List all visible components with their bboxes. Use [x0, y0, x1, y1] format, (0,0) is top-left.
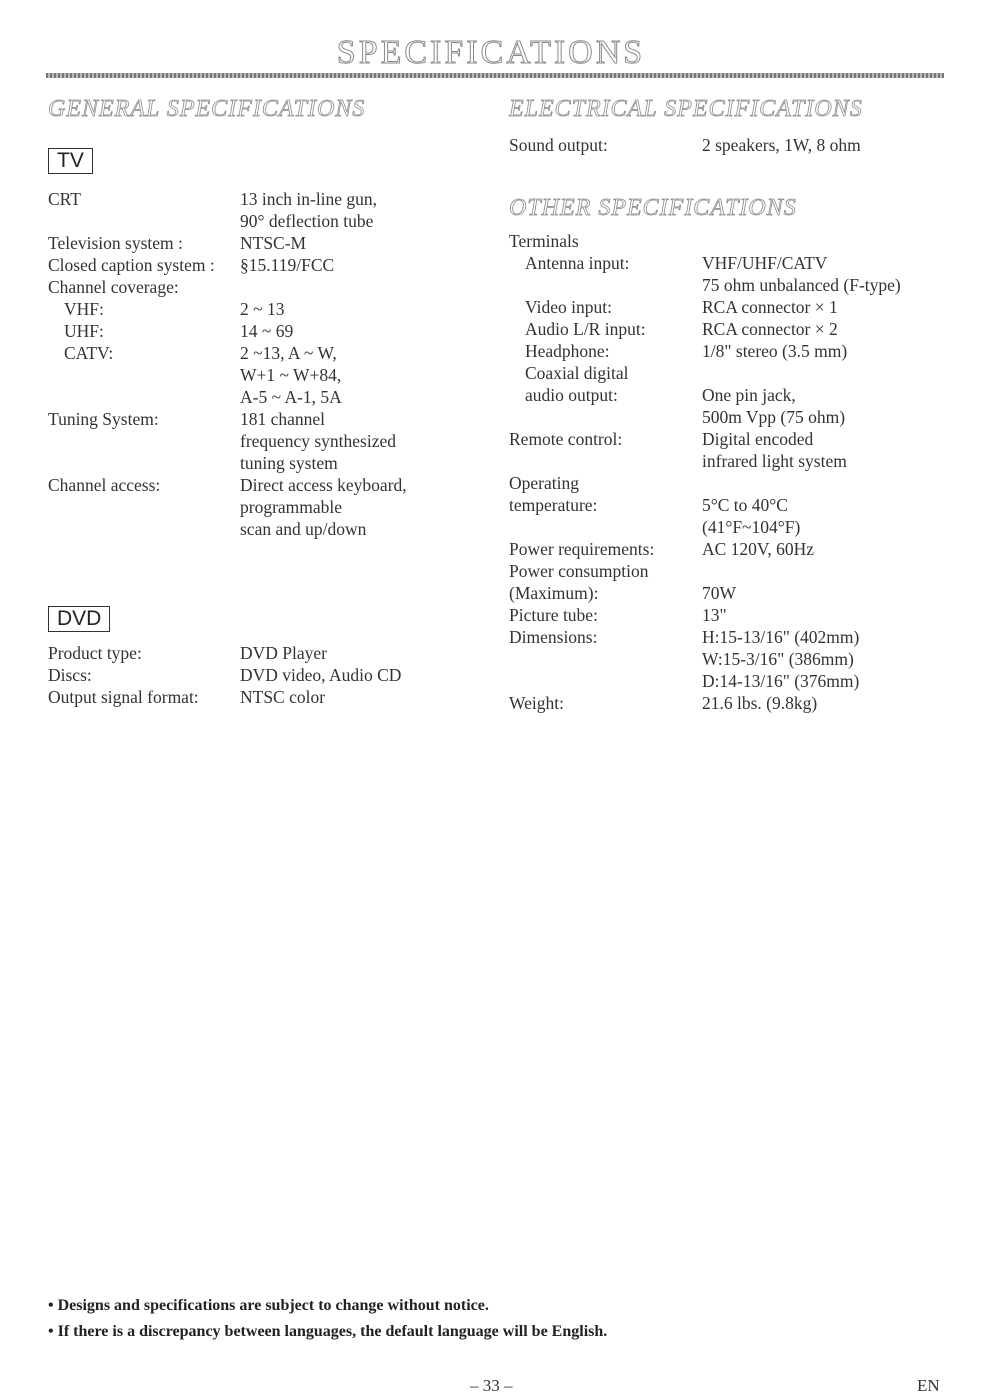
spec-label: Coaxial digital: [525, 363, 629, 383]
spec-label: (Maximum):: [509, 583, 599, 603]
spec-value: DVD video, Audio CD: [240, 665, 402, 685]
spec-label: Discs:: [48, 665, 92, 685]
spec-value: H:15-13/16" (402mm): [702, 627, 860, 647]
spec-label: Channel access:: [48, 475, 161, 495]
spec-label: Television system :: [48, 233, 183, 253]
spec-value: 2 ~13, A ~ W,: [240, 343, 337, 363]
spec-value: DVD Player: [240, 643, 327, 663]
general-specs-heading: GENERAL SPECIFICATIONS: [48, 96, 366, 122]
spec-value: infrared light system: [702, 451, 847, 471]
electrical-specs-heading: ELECTRICAL SPECIFICATIONS: [509, 96, 863, 122]
spec-value: 2 ~ 13: [240, 299, 285, 319]
spec-value: 90° deflection tube: [240, 211, 374, 231]
spec-label: Closed caption system :: [48, 255, 215, 275]
spec-label: Output signal format:: [48, 687, 199, 707]
spec-label: Picture tube:: [509, 605, 598, 625]
spec-value: 70W: [702, 583, 737, 603]
spec-value: RCA connector × 2: [702, 319, 838, 339]
spec-value: NTSC-M: [240, 233, 307, 253]
spec-value: frequency synthesized: [240, 431, 396, 451]
spec-label: VHF:: [64, 299, 104, 319]
page-number: – 33 –: [470, 1376, 513, 1395]
spec-label: temperature:: [509, 495, 598, 515]
spec-label: CATV:: [64, 343, 114, 363]
spec-label: Remote control:: [509, 429, 623, 449]
spec-value: 181 channel: [240, 409, 326, 429]
spec-label: Terminals: [509, 231, 579, 251]
title-rule: [46, 73, 944, 78]
spec-label: Power consumption: [509, 561, 649, 581]
spec-value: scan and up/down: [240, 519, 367, 539]
language-code: EN: [917, 1376, 940, 1395]
spec-label: Tuning System:: [48, 409, 159, 429]
spec-value: 5°C to 40°C: [702, 495, 788, 515]
spec-label: Headphone:: [525, 341, 610, 361]
spec-value: 1/8" stereo (3.5 mm): [702, 341, 848, 361]
spec-label: Weight:: [509, 693, 564, 713]
spec-value: tuning system: [240, 453, 338, 473]
spec-value: One pin jack,: [702, 385, 796, 405]
spec-value: 21.6 lbs. (9.8kg): [702, 693, 818, 713]
spec-value: Digital encoded: [702, 429, 814, 449]
page-title: SPECIFICATIONS: [336, 34, 646, 71]
spec-value: W+1 ~ W+84,: [240, 365, 342, 385]
spec-value: §15.119/FCC: [240, 255, 335, 275]
spec-label: Operating: [509, 473, 579, 493]
spec-label: Sound output:: [509, 135, 608, 155]
spec-label: CRT: [48, 189, 81, 209]
spec-value: VHF/UHF/CATV: [702, 253, 828, 273]
spec-value: (41°F~104°F): [702, 517, 801, 537]
spec-label: UHF:: [64, 321, 104, 341]
spec-value: 14 ~ 69: [240, 321, 294, 341]
spec-value: A-5 ~ A-1, 5A: [240, 387, 342, 407]
spec-value: 13 inch in-line gun,: [240, 189, 378, 209]
spec-label: Video input:: [525, 297, 612, 317]
spec-value: 13": [702, 605, 727, 625]
dvd-label: DVD: [48, 606, 110, 632]
spec-value: 75 ohm unbalanced (F-type): [702, 275, 901, 295]
note-language: • If there is a discrepancy between languages, the default language will be English.: [48, 1323, 608, 1340]
spec-value: NTSC color: [240, 687, 326, 707]
spec-value: W:15-3/16" (386mm): [702, 649, 854, 669]
spec-value: Direct access keyboard,: [240, 475, 407, 495]
spec-value: programmable: [240, 497, 343, 517]
spec-label: Dimensions:: [509, 627, 598, 647]
spec-label: Channel coverage:: [48, 277, 179, 297]
spec-label: Power requirements:: [509, 539, 655, 559]
spec-label: Audio L/R input:: [525, 319, 646, 339]
spec-value: 2 speakers, 1W, 8 ohm: [702, 135, 861, 155]
spec-label: audio output:: [525, 385, 618, 405]
spec-value: RCA connector × 1: [702, 297, 838, 317]
other-specs-heading: OTHER SPECIFICATIONS: [509, 195, 797, 221]
spec-value: D:14-13/16" (376mm): [702, 671, 860, 691]
note-designs: • Designs and specifications are subject to change without notice.: [48, 1297, 489, 1314]
spec-label: Product type:: [48, 643, 142, 663]
spec-label: Antenna input:: [525, 253, 630, 273]
tv-label: TV: [48, 148, 93, 174]
spec-value: 500m Vpp (75 ohm): [702, 407, 846, 427]
spec-value: AC 120V, 60Hz: [702, 539, 814, 559]
